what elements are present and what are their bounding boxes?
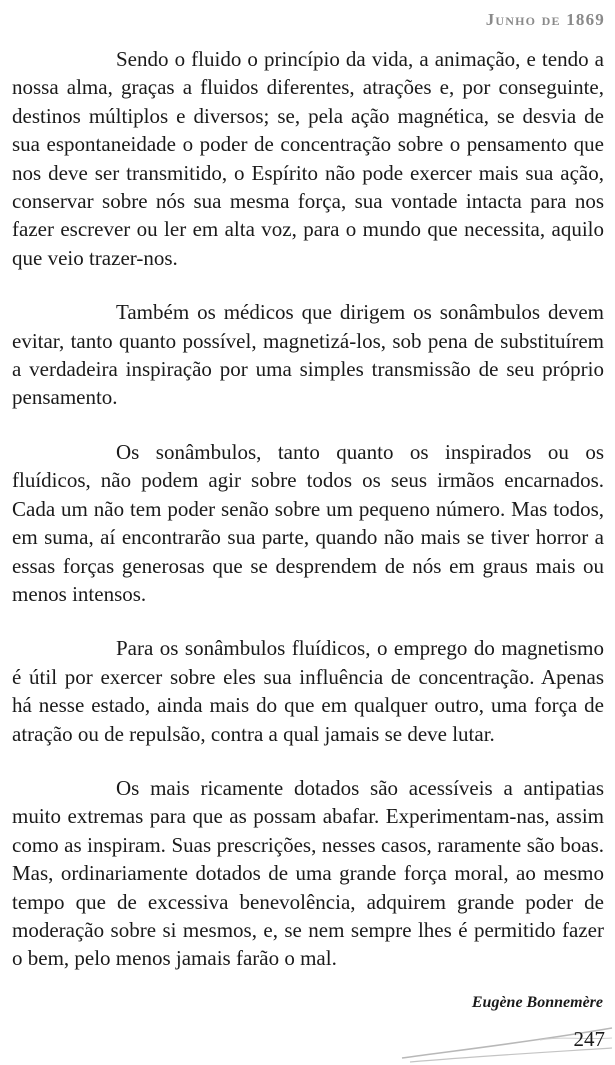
paragraph-5: Os mais ricamente dotados são acessíveis a antipatias muito extremas para que as possam abafar. Experimentam-nas, assim como as inspiram. Suas prescrições, nesses casos, raramente são boas. Mas, ordinariamente dotados de uma grande força moral, ao mesmo tempo que de excessiva benevolência, adquirem grande poder de moderação sobre si mesmos, e, se nem sempre lhes é permitido fazer o bem, pelo menos jamais farão o mal.	[12, 775, 604, 971]
paragraph-3: Os sonâmbulos, tanto quanto os inspirados ou os fluídicos, não podem agir sobre todos os seus irmãos encarnados. Cada um não tem poder senão sobre um pequeno número. Mas todos, em suma, aí encontrarão sua parte, quando não mais se tiver horror a essas forças generosas que se desprendem de nós em graus mais ou menos intensos.	[12, 439, 604, 606]
article-body	[12, 45, 604, 999]
page-number: 247	[573, 1027, 605, 1051]
paragraph-4: Para os sonâmbulos fluídicos, o emprego do magnetismo é útil por exercer sobre eles sua influência de concentração. Apenas há nesse estado, ainda mais do que em qualquer outro, uma força de atração ou de repulsão, contra a qual jamais se deve lutar.	[12, 636, 604, 746]
running-header: Junho de 1869	[485, 10, 605, 29]
paragraph-2: Também os médicos que dirigem os sonâmbulos devem evitar, tanto quanto possível, magnetizá-los, sob pena de substituírem a verdadeira inspiração por uma simples transmissão de seu próprio pensamento.	[12, 300, 604, 410]
author-signature: Eugène Bonnemère	[471, 994, 603, 1011]
paragraph-1: Sendo o fluido o princípio da vida, a animação, e tendo a nossa alma, graças a fluidos diferentes, atrações e, por conseguinte, destinos múltiplos e diversos; se, pela ação magnética, se desvia de sua espontaneidade o poder de concentração sobre o pensamento que nos deve ser transmitido, o Espírito não pode exercer mais sua ação, conservar sobre nós sua mesma força, sua vontade intacta para nos fazer escrever ou ler em alta voz, para o mundo que necessita, aquilo que veio trazer-nos.	[12, 47, 604, 270]
